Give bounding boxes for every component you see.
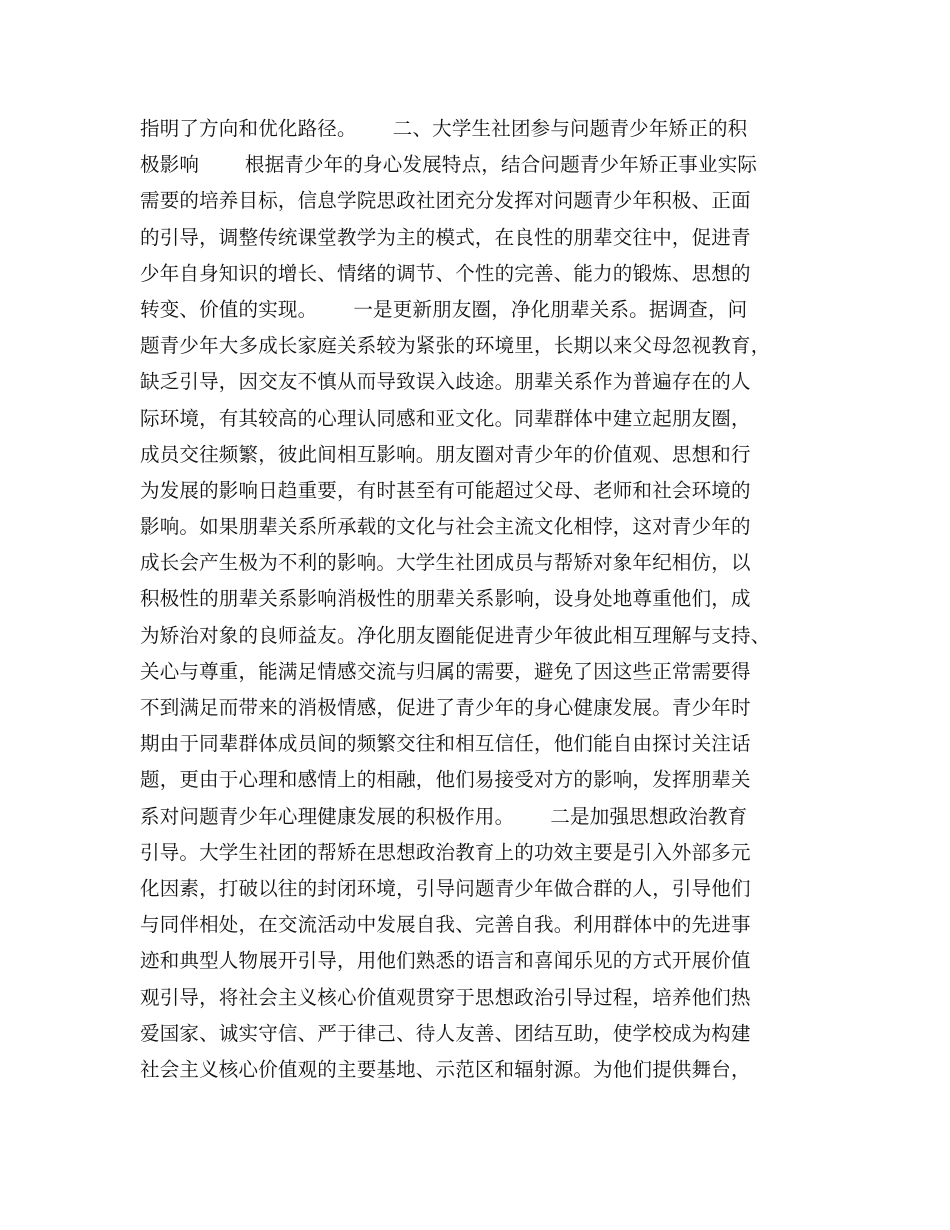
text-line: 题，更由于心理和感情上的相融，他们易接受对方的影响，发挥朋辈关 xyxy=(140,768,751,792)
text-line: 期由于同辈群体成员间的频繁交往和相互信任，他们能自由探讨关注话 xyxy=(140,732,751,756)
text-line: 的引导，调整传统课堂教学为主的模式，在良性的朋辈交往中，促进青 xyxy=(140,225,751,249)
text-line: 社会主义核心价值观的主要基地、示范区和辐射源。为他们提供舞台， xyxy=(140,1057,751,1081)
text-line: 爱国家、诚实守信、严于律己、待人友善、团结互助，使学校成为构建 xyxy=(140,1021,751,1045)
text-line: 题青少年大多成长家庭关系较为紧张的环境里，长期以来父母忽视教育， xyxy=(140,334,771,358)
text-line: 少年自身知识的增长、情绪的调节、个性的完善、能力的锻炼、思想的 xyxy=(140,261,751,285)
body-text xyxy=(140,111,820,1088)
text-line: 引导。大学生社团的帮矫在思想政治教育上的功效主要是引入外部多元 xyxy=(140,840,751,864)
text-line: 化因素，打破以往的封闭环境，引导问题青少年做合群的人，引导他们 xyxy=(140,876,751,900)
text-line: 观引导，将社会主义核心价值观贯穿于思想政治引导过程，培养他们热 xyxy=(140,985,751,1009)
text-line: 系对问题青少年心理健康发展的积极作用。 二是加强思想政治教育 xyxy=(140,804,748,828)
text-line: 成员交往频繁，彼此间相互影响。朋友圈对青少年的价值观、思想和行 xyxy=(140,442,751,466)
text-line: 成长会产生极为不利的影响。大学生社团成员与帮矫对象年纪相仿，以 xyxy=(140,551,751,575)
text-line: 关心与尊重，能满足情感交流与归属的需要，避免了因这些正常需要得 xyxy=(140,659,751,683)
text-line: 为矫治对象的良师益友。净化朋友圈能促进青少年彼此相互理解与支持、 xyxy=(140,623,771,647)
text-line: 迹和典型人物展开引导，用他们熟悉的语言和喜闻乐见的方式开展价值 xyxy=(140,949,751,973)
text-line: 际环境，有其较高的心理认同感和亚文化。同辈群体中建立起朋友圈， xyxy=(140,406,751,430)
text-line: 为发展的影响日趋重要，有时甚至有可能超过父母、老师和社会环境的 xyxy=(140,478,751,502)
text-line: 影响。如果朋辈关系所承载的文化与社会主流文化相悖，这对青少年的 xyxy=(140,515,751,539)
text-line: 不到满足而带来的消极情感，促进了青少年的身心健康发展。青少年时 xyxy=(140,696,751,719)
text-line: 指明了方向和优化路径。 二、大学生社团参与问题青少年矫正的积 xyxy=(140,117,748,140)
text-line: 缺乏引导，因交友不慎从而导致误入歧途。朋辈关系作为普遍存在的人 xyxy=(140,370,751,394)
text-line: 转变、价值的实现。 一是更新朋友圈，净化朋辈关系。据调查，问 xyxy=(140,297,748,321)
text-line: 积极性的朋辈关系影响消极性的朋辈关系影响，设身处地尊重他们，成 xyxy=(140,587,751,611)
text-line: 极影响 根据青少年的身心发展特点，结合问题青少年矫正事业实际 xyxy=(140,153,758,177)
text-line: 需要的培养目标，信息学院思政社团充分发挥对问题青少年积极、正面 xyxy=(140,189,751,213)
text-line: 与同伴相处，在交流活动中发展自我、完善自我。利用群体中的先进事 xyxy=(140,913,751,937)
